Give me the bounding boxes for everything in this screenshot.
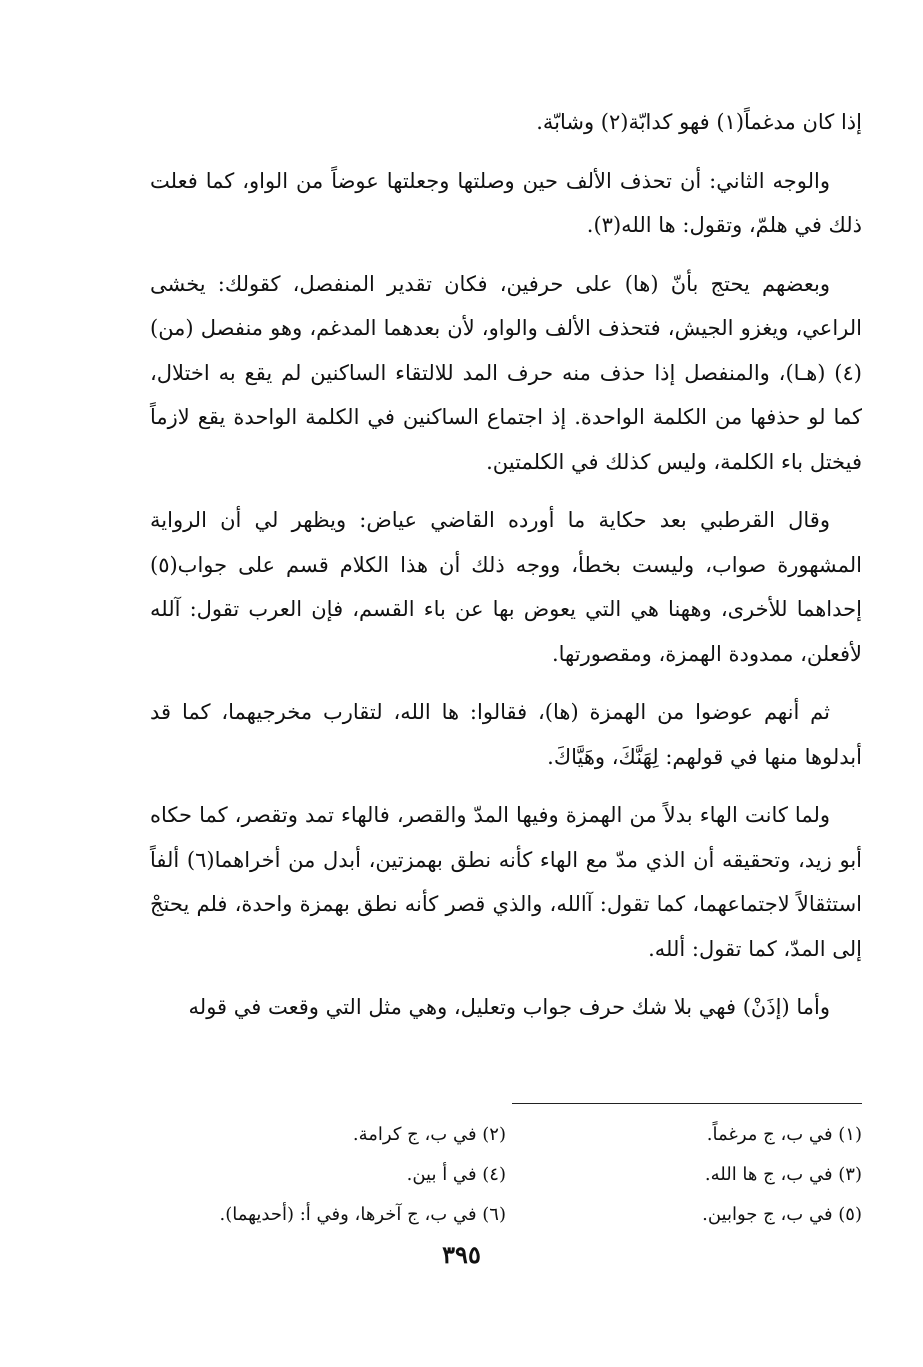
- footnote-4: (٤) في أ بين.: [406, 1164, 506, 1185]
- main-text: [150, 100, 862, 1044]
- paragraph-3: وبعضهم يحتج بأنّ (ها) على حرفين، فكان تقدير المنفصل، كقولك: يخشى الراعي، ويغزو الجيش، فتحذف الألف والواو، لأن بعدهما المدغم، وهو منفصل (من)(٤) (هـا)، والمنفصل إذا حذف منه حرف المد للالتقاء الساكنين لم يقع به اختلال، كما لو حذفها من الكلمة الواحدة. إذ اجتماع الساكنين في الكلمة الواحدة يقع لازماً فيختل باء الكلمة، وليس كذلك في الكلمتين.: [150, 271, 862, 474]
- footnote-6: (٦) في ب، ج آخرها، وفي أ: (أحديهما).: [219, 1204, 506, 1225]
- paragraph-2: والوجه الثاني: أن تحذف الألف حين وصلتها وجعلتها عوضاً من الواو، كما فعلت ذلك في هلمّ، وتقول: ها الله(٣).: [150, 168, 862, 237]
- page-number: ٣٩٥: [442, 1240, 481, 1269]
- footnote-row: [150, 1115, 862, 1155]
- footnote-row: [150, 1155, 862, 1195]
- paragraph-7: وأما (إذَنْ) فهي بلا شك حرف جواب وتعليل، وهي مثل التي وقعت في قوله: [188, 995, 830, 1019]
- paragraph-6: ولما كانت الهاء بدلاً من الهمزة وفيها المدّ والقصر، فالهاء تمد وتقصر، كما حكاه أبو زيد، وتحقيقه أن الذي مدّ مع الهاء كأنه نطق بهمزتين، أبدل من أخراهما(٦) ألفاً استثقالاً لاجتماعهما، كما تقول: آالله، والذي قصر كأنه نطق بهمزة واحدة، فلم يحتجْ إلى المدّ، كما تقول: ألله.: [150, 803, 863, 961]
- footnote-3: (٣) في ب، ج ها الله.: [704, 1164, 862, 1185]
- paragraph-1: إذا كان مدغماً(١) فهو كدابّة(٢) وشابّة.: [536, 110, 862, 134]
- footnotes: [150, 1115, 862, 1235]
- footnote-1: (١) في ب، ج مرغماً.: [706, 1124, 862, 1145]
- paragraph-5: ثم أنهم عوضوا من الهمزة (ها)، فقالوا: ها الله، لتقارب مخرجيهما، كما قد أبدلوها منها في قولهم: لِهَنَّكَ، وهَيَّاكَ.: [150, 700, 862, 769]
- footnote-5: (٥) في ب، ج جوابين.: [702, 1204, 862, 1225]
- footnote-2: (٢) في ب، ج كرامة.: [352, 1124, 506, 1145]
- footnote-row: [150, 1195, 862, 1235]
- paragraph-4: وقال القرطبي بعد حكاية ما أورده القاضي عياض: ويظهر لي أن الرواية المشهورة صواب، وليست بخطأ، ووجه ذلك أن هذا الكلام قسم على جواب(٥) إحداهما للأخرى، وههنا هي التي يعوض بها عن باء القسم، فإن العرب تقول: آلله لأفعلن، ممدودة الهمزة، ومقصورتها.: [150, 508, 862, 666]
- footnote-divider: [512, 1103, 862, 1104]
